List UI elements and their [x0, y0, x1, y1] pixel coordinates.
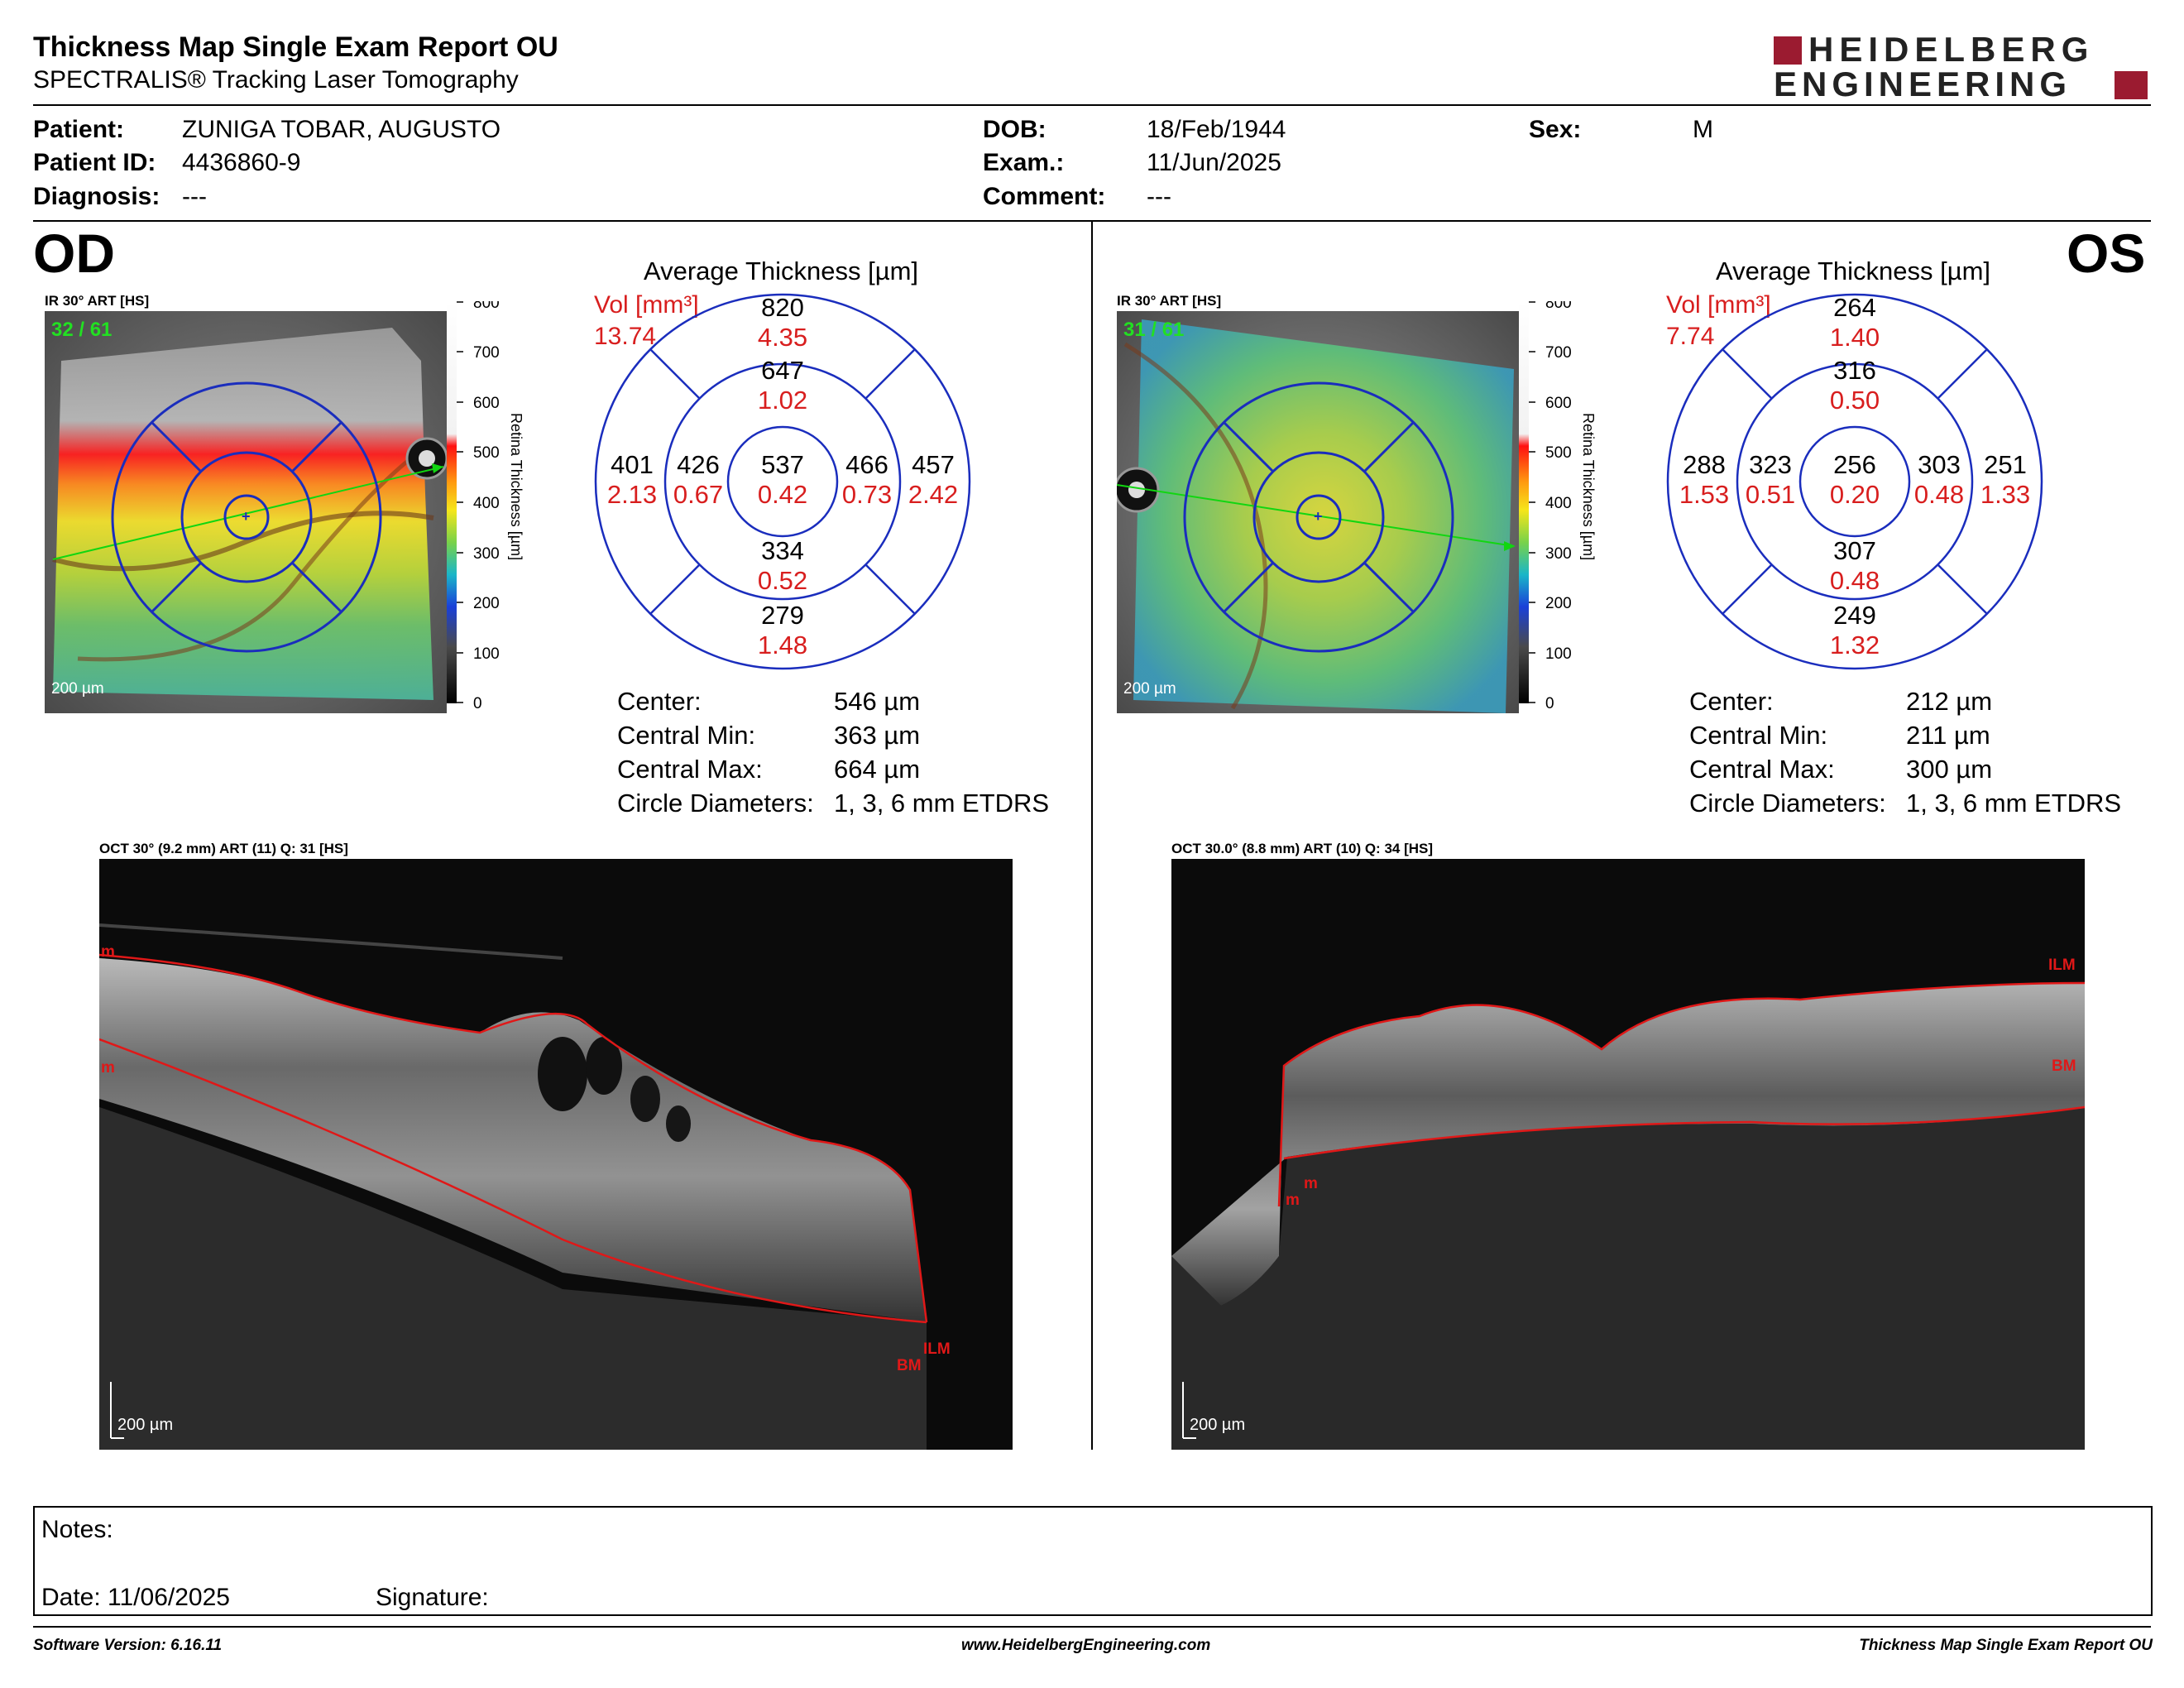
logo-block-top — [1774, 36, 1802, 65]
os-eye-label: OS — [2067, 223, 2146, 284]
od-stat-center-label: Center: — [617, 687, 702, 716]
os-outer-left-volume: 1.53 — [1679, 480, 1730, 509]
os-outer-bottom-volume: 1.32 — [1829, 631, 1880, 659]
od-outer-right-volume: 2.42 — [908, 480, 959, 509]
os-cb-tick-300: 300 — [1545, 545, 1572, 563]
os-cb-tick-100: 100 — [1545, 645, 1572, 663]
os-cb-tick-800: 800 — [1545, 301, 1572, 312]
od-outer-top-volume: 4.35 — [757, 323, 808, 352]
od-outer-bottom-thickness: 279 — [761, 601, 804, 630]
os-avg-title: Average Thickness [µm] — [1716, 257, 1991, 285]
od-inner-left-thickness: 426 — [677, 450, 720, 479]
os-center-thickness: 256 — [1833, 450, 1876, 479]
header-divider — [33, 104, 2151, 106]
notes-box[interactable] — [33, 1506, 2153, 1616]
comment-value: --- — [1147, 183, 1171, 210]
logo-block-bottom — [2115, 71, 2148, 99]
cb-tick-300: 300 — [473, 545, 500, 563]
os-oct-ilm-label: ILM — [2048, 957, 2076, 974]
os-stat-min-label: Central Min: — [1689, 721, 1828, 750]
os-inner-right-thickness: 303 — [1918, 450, 1961, 479]
cb-tick-800: 800 — [473, 301, 500, 312]
os-inner-top-volume: 0.50 — [1829, 386, 1880, 415]
os-stat-center-label: Center: — [1689, 687, 1774, 716]
notes-signature: Signature: — [376, 1584, 489, 1611]
od-fundus-image — [45, 311, 447, 713]
od-stat-center-value: 546 µm — [834, 687, 921, 716]
od-stat-min-label: Central Min: — [617, 721, 756, 750]
os-inner-top-thickness: 316 — [1833, 356, 1876, 385]
od-outer-left-volume: 2.13 — [606, 480, 658, 509]
od-center-volume: 0.42 — [757, 480, 808, 509]
dob-label: DOB: — [983, 116, 1046, 143]
os-ir-label: IR 30° ART [HS] — [1117, 293, 1222, 309]
od-inner-left-volume: 0.67 — [673, 480, 724, 509]
notes-label: Notes: — [41, 1516, 113, 1543]
os-cb-tick-700: 700 — [1545, 344, 1572, 362]
footer-software-version: Software Version: 6.16.11 — [33, 1637, 223, 1654]
od-inner-bottom-volume: 0.52 — [757, 566, 808, 595]
os-vol-total: 7.74 — [1666, 323, 1715, 350]
od-oct-mark-2: m — [101, 1059, 115, 1077]
od-frame-count: 32 / 61 — [51, 319, 113, 341]
brand-line1: HEIDELBERG — [1808, 30, 2095, 69]
patient-id: 4436860-9 — [182, 149, 301, 176]
od-oct-label: OCT 30° (9.2 mm) ART (11) Q: 31 [HS] — [99, 841, 348, 856]
os-inner-bottom-thickness: 307 — [1833, 536, 1876, 565]
svg-text:+: + — [242, 508, 251, 525]
os-inner-left-volume: 0.51 — [1745, 480, 1796, 509]
diagnosis-value: --- — [182, 183, 207, 210]
exam-value: 11/Jun/2025 — [1147, 149, 1281, 176]
cb-tick-500: 500 — [473, 444, 500, 462]
od-stat-max-value: 664 µm — [834, 755, 921, 784]
cb-tick-200: 200 — [473, 595, 500, 612]
os-stat-diam-label: Circle Diameters: — [1689, 789, 1886, 818]
os-stat-diam-value: 1, 3, 6 mm ETDRS — [1906, 789, 2122, 818]
os-cb-tick-0: 0 — [1545, 695, 1554, 712]
os-vol-label: Vol [mm³] — [1666, 291, 1771, 319]
os-inner-bottom-volume: 0.48 — [1829, 566, 1880, 595]
od-inner-right-volume: 0.73 — [841, 480, 893, 509]
os-cb-tick-600: 600 — [1545, 395, 1572, 412]
os-cb-tick-200: 200 — [1545, 595, 1572, 612]
footer-report-name: Thickness Map Single Exam Report OU — [1859, 1637, 2153, 1654]
os-fundus-image — [1117, 311, 1519, 713]
brand-line2: ENGINEERING — [1774, 65, 2072, 103]
os-cb-tick-400: 400 — [1545, 495, 1572, 512]
od-outer-top-thickness: 820 — [761, 293, 804, 322]
os-outer-bottom-thickness: 249 — [1833, 601, 1876, 630]
od-etdrs-grid — [594, 293, 971, 670]
os-outer-top-volume: 1.40 — [1829, 323, 1880, 352]
od-outer-left-thickness: 401 — [611, 450, 654, 479]
os-oct-bm-label: BM — [2052, 1057, 2076, 1075]
eye-divider — [1091, 222, 1093, 1450]
od-oct-ilm-label: ILM — [923, 1340, 951, 1358]
od-center-thickness: 537 — [761, 450, 804, 479]
od-colorbar-title: Retina Thickness [µm] — [508, 413, 524, 561]
od-eye-label: OD — [33, 223, 115, 284]
exam-label: Exam.: — [983, 149, 1065, 176]
patient-label: Patient: — [33, 116, 125, 143]
cb-tick-100: 100 — [473, 645, 500, 663]
os-oct-mark-2: m — [1286, 1192, 1300, 1209]
cb-tick-700: 700 — [473, 344, 500, 362]
od-colorbar — [447, 301, 529, 715]
report-title: Thickness Map Single Exam Report OU — [33, 31, 558, 63]
os-stat-max-label: Central Max: — [1689, 755, 1835, 784]
patient-id-label: Patient ID: — [33, 149, 156, 176]
cb-tick-0: 0 — [473, 695, 482, 712]
os-outer-top-thickness: 264 — [1833, 293, 1876, 322]
od-stat-diam-value: 1, 3, 6 mm ETDRS — [834, 789, 1050, 818]
od-stat-min-value: 363 µm — [834, 721, 921, 750]
sex-label: Sex: — [1529, 116, 1582, 143]
footer-divider — [33, 1626, 2151, 1628]
os-etdrs-grid — [1666, 293, 2043, 670]
od-vol-total: 13.74 — [594, 323, 657, 350]
od-inner-top-thickness: 647 — [761, 356, 804, 385]
diagnosis-label: Diagnosis: — [33, 183, 160, 210]
od-inner-right-thickness: 466 — [845, 450, 888, 479]
od-oct-mark-1: m — [101, 943, 115, 961]
od-inner-top-volume: 1.02 — [757, 386, 808, 415]
od-avg-title: Average Thickness [µm] — [644, 257, 919, 285]
od-outer-right-thickness: 457 — [912, 450, 955, 479]
brand-logo — [1770, 31, 2153, 103]
os-stat-center-value: 212 µm — [1906, 687, 1993, 716]
od-stat-diam-label: Circle Diameters: — [617, 789, 814, 818]
od-oct-bscan — [99, 859, 1013, 1450]
os-oct-label: OCT 30.0° (8.8 mm) ART (10) Q: 34 [HS] — [1171, 841, 1434, 856]
od-stat-max-label: Central Max: — [617, 755, 763, 784]
os-stat-min-value: 211 µm — [1906, 721, 1990, 750]
os-colorbar-title: Retina Thickness [µm] — [1580, 413, 1597, 561]
od-ir-label: IR 30° ART [HS] — [45, 293, 150, 309]
sex-value: M — [1693, 116, 1713, 143]
os-center-volume: 0.20 — [1829, 480, 1880, 509]
os-outer-right-thickness: 251 — [1984, 450, 2027, 479]
od-vol-label: Vol [mm³] — [594, 291, 699, 319]
od-fundus-scale: 200 µm — [51, 680, 104, 698]
os-frame-count: 31 / 61 — [1123, 319, 1185, 341]
od-oct-scale: 200 µm — [117, 1416, 174, 1434]
notes-date: Date: 11/06/2025 — [41, 1584, 230, 1611]
os-oct-mark-1: m — [1304, 1175, 1318, 1192]
os-oct-scale: 200 µm — [1190, 1416, 1246, 1434]
os-oct-bscan — [1171, 859, 2085, 1450]
report-subtitle: SPECTRALIS® Tracking Laser Tomography — [33, 66, 519, 94]
os-outer-right-volume: 1.33 — [1980, 480, 2031, 509]
cb-tick-600: 600 — [473, 395, 500, 412]
os-inner-right-volume: 0.48 — [1913, 480, 1965, 509]
os-stat-max-value: 300 µm — [1906, 755, 1993, 784]
comment-label: Comment: — [983, 183, 1106, 210]
od-outer-bottom-volume: 1.48 — [757, 631, 808, 659]
od-inner-bottom-thickness: 334 — [761, 536, 804, 565]
svg-text:+: + — [1314, 508, 1323, 525]
patient-name: ZUNIGA TOBAR, AUGUSTO — [182, 116, 501, 143]
footer-website[interactable]: www.HeidelbergEngineering.com — [961, 1637, 1211, 1654]
cb-tick-400: 400 — [473, 495, 500, 512]
os-colorbar — [1519, 301, 1602, 715]
dob-value: 18/Feb/1944 — [1147, 116, 1286, 143]
od-oct-bm-label: BM — [897, 1357, 922, 1374]
os-outer-left-thickness: 288 — [1683, 450, 1726, 479]
os-inner-left-thickness: 323 — [1749, 450, 1792, 479]
os-fundus-scale: 200 µm — [1123, 680, 1176, 698]
os-cb-tick-500: 500 — [1545, 444, 1572, 462]
